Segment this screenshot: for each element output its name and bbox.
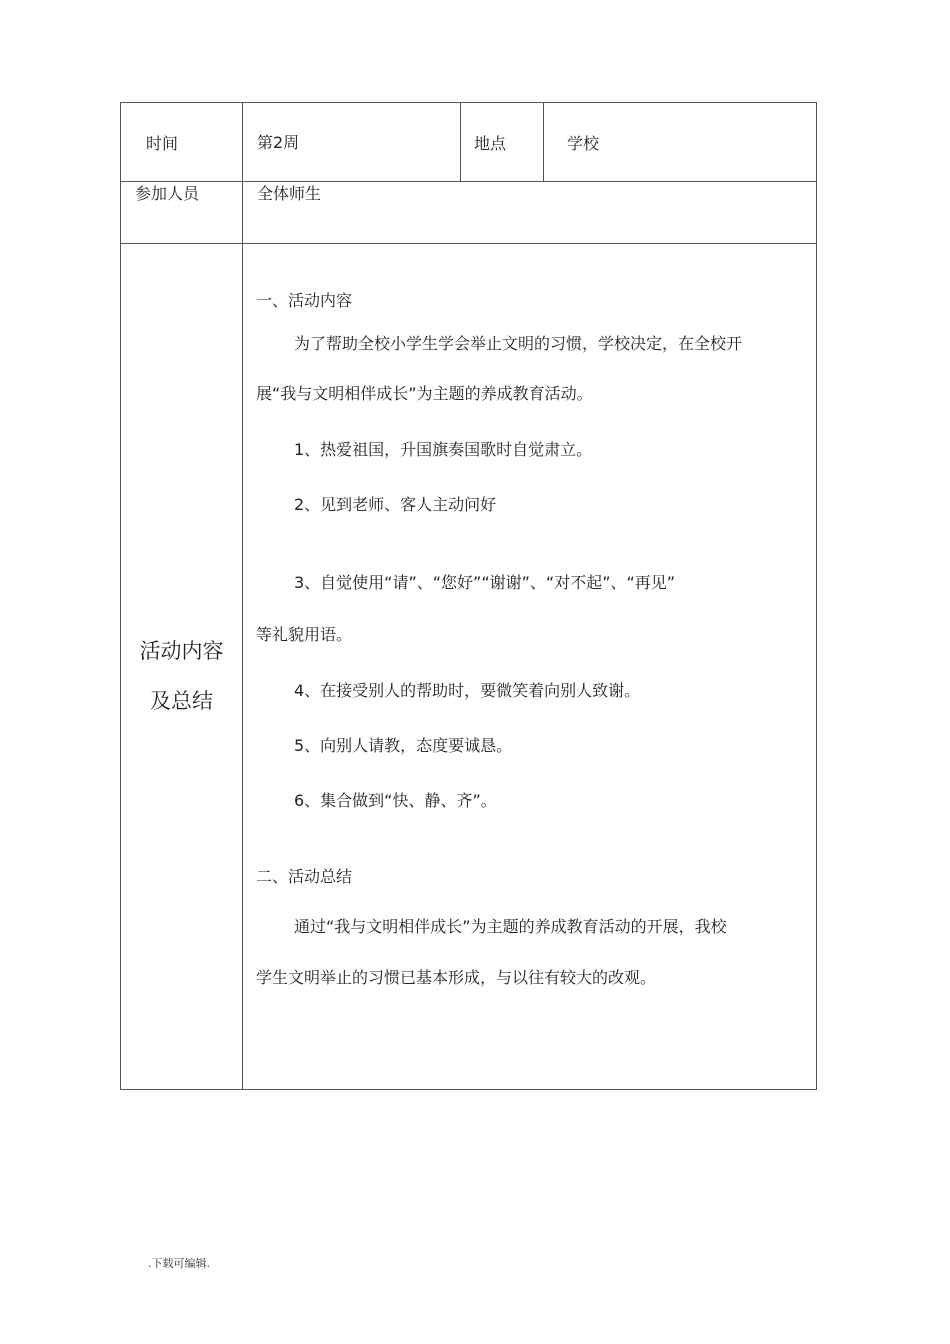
activity-table	[120, 102, 817, 1090]
list-item-3-line-2: 等礼貌用语。	[256, 625, 353, 644]
section-title-line1: 活动内容	[139, 639, 224, 663]
list-item-2: 2、见到老师、客人主动问好	[294, 495, 497, 514]
section-title-line2: 及总结	[150, 689, 213, 713]
time-label: 时间	[146, 134, 179, 153]
participants-label: 参加人员	[135, 184, 200, 203]
intro-line-2: 展“我与文明相伴成长”为主题的养成教育活动。	[256, 384, 593, 403]
heading-activity-summary: 二、活动总结	[256, 867, 353, 886]
column-divider	[242, 103, 243, 1089]
heading-activity-content: 一、活动内容	[256, 291, 353, 310]
list-item-3-line-1: 3、自觉使用“请”、“您好”“谢谢”、“对不起”、“再见”	[294, 573, 676, 592]
list-item-6: 6、集合做到“快、静、齐”。	[294, 791, 497, 810]
participants-value: 全体师生	[257, 184, 322, 203]
intro-line-1: 为了帮助全校小学生学会举止文明的习惯，学校决定，在全校开	[294, 334, 743, 353]
list-item-1: 1、热爱祖国，升国旗奏国歌时自觉肃立。	[294, 440, 593, 459]
column-divider	[543, 103, 544, 181]
row-divider	[121, 181, 816, 182]
column-divider	[460, 103, 461, 181]
summary-line-1: 通过“我与文明相伴成长”为主题的养成教育活动的开展，我校	[294, 917, 727, 936]
list-item-4: 4、在接受别人的帮助时，要微笑着向别人致谢。	[294, 681, 641, 700]
footer-note: .下载可编辑.	[148, 1257, 210, 1270]
place-label: 地点	[474, 134, 507, 153]
list-item-5: 5、向别人请教，态度要诚恳。	[294, 736, 513, 755]
summary-line-2: 学生文明举止的习惯已基本形成，与以往有较大的改观。	[256, 968, 657, 987]
place-value: 学校	[567, 134, 600, 153]
row-divider	[121, 243, 816, 244]
time-value: 第2周	[257, 133, 300, 152]
